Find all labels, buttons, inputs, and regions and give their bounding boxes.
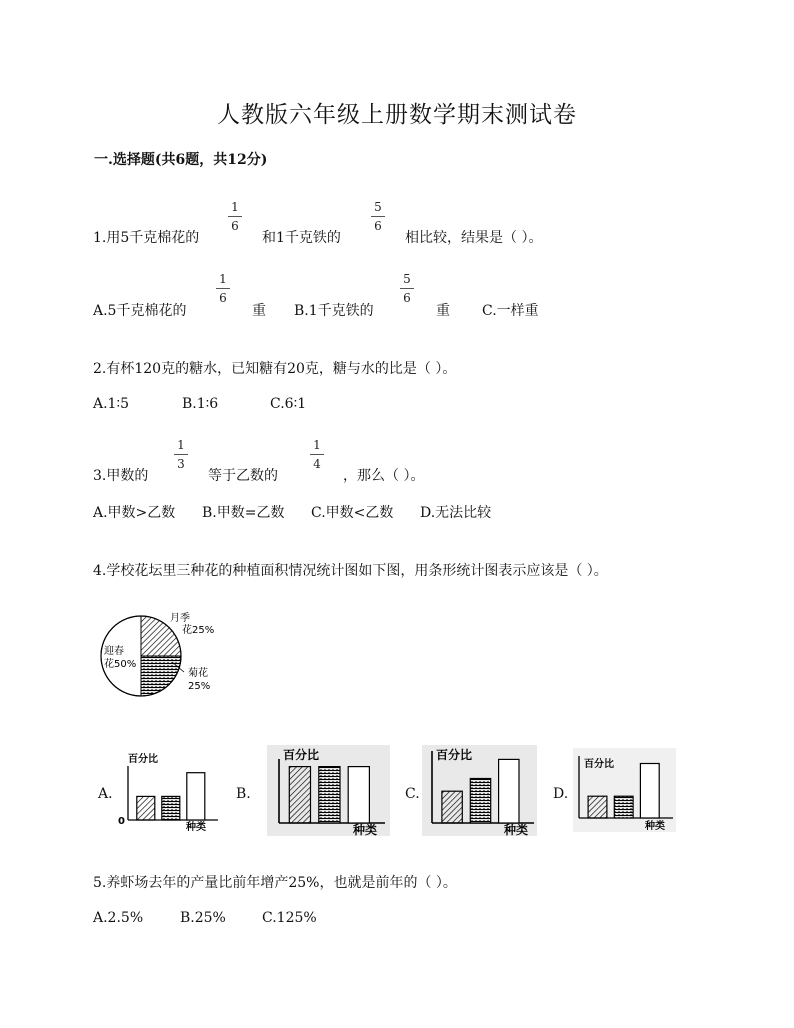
bar-a-ylabel: 百分比: [128, 754, 158, 765]
bar-d-xlabel: 种类: [645, 821, 665, 832]
q1-text-part3: 相比较，结果是（ ）。: [405, 230, 543, 246]
pie-label-yingchun-line1: 迎春: [104, 646, 124, 657]
pie-label-juhua-line2: 25%: [188, 681, 211, 692]
q3-option-c: C.甲数<乙数: [311, 505, 394, 521]
bar-a-1: [137, 796, 155, 820]
bar-d-1: [588, 796, 607, 818]
q4-text: 4.学校花坛里三种花的种植面积情况统计图如下图，用条形统计图表示应该是（ ）。: [93, 563, 608, 579]
bar-a-2: [162, 796, 180, 820]
q1-fraction-1: 1 6: [227, 200, 243, 233]
q5-option-c: C.125%: [262, 910, 317, 926]
q1-option-b-fraction: 5 6: [399, 272, 415, 305]
q3-text-part1: 3.甲数的: [93, 468, 149, 484]
bar-b-2: [319, 767, 340, 823]
q3-fraction-1: 1 3: [173, 438, 189, 471]
q1-option-a-fraction: 1 6: [215, 272, 231, 305]
q1-option-b-suffix: 重: [436, 303, 450, 319]
q1-option-a: A.5千克棉花的: [93, 303, 187, 319]
q1-fraction-2: 5 6: [370, 200, 386, 233]
q3-option-d: D.无法比较: [420, 505, 492, 521]
bar-d-2: [614, 796, 633, 818]
q4-option-a-label: A.: [98, 786, 113, 802]
q4-bar-chart-b: [267, 745, 390, 836]
q2-text: 2.有杯120克的糖水，已知糖有20克，糖与水的比是（ ）。: [93, 361, 457, 377]
q1-text-part2: 和1千克铁的: [262, 230, 341, 246]
q2-option-a: A.1∶5: [93, 396, 130, 412]
pie-label-yingchun-line2: 花50%: [104, 659, 137, 670]
bar-b-xlabel: 种类: [353, 823, 378, 836]
q3-option-b: B.甲数=乙数: [202, 505, 285, 521]
q2-option-c: C.6∶1: [270, 396, 307, 412]
q1-text-part1: 1.用5千克棉花的: [93, 230, 200, 246]
q3-text-part2: 等于乙数的: [208, 468, 278, 484]
bar-b-3: [348, 767, 369, 823]
bar-b-ylabel: 百分比: [283, 748, 320, 762]
pie-label-yueji-line2: 花25%: [182, 625, 215, 636]
pie-label-juhua-line1: 菊花: [188, 668, 208, 679]
q3-option-a: A.甲数>乙数: [93, 505, 176, 521]
q4-option-c-label: C.: [405, 786, 420, 802]
bar-c-ylabel: 百分比: [436, 748, 473, 762]
q1-option-b: B.1千克铁的: [294, 303, 374, 319]
q4-bar-chart-c: [422, 745, 537, 836]
bar-a-3: [187, 773, 205, 820]
q4-bar-chart-d: [573, 748, 676, 832]
q1-option-a-suffix: 重: [252, 303, 266, 319]
q5-option-b: B.25%: [180, 910, 226, 926]
q4-option-b-label: B.: [236, 786, 251, 802]
q1-option-c: C.一样重: [482, 303, 539, 319]
bar-d-3: [640, 764, 659, 819]
bar-a-origin: 0: [118, 816, 125, 827]
q5-text: 5.养虾场去年的产量比前年增产25%，也就是前年的（ ）。: [93, 875, 457, 891]
q3-text-part3: ，那么（ ）。: [343, 468, 425, 484]
bar-d-ylabel: 百分比: [584, 759, 614, 770]
bar-c-1: [442, 791, 462, 823]
bar-c-xlabel: 种类: [504, 823, 529, 836]
q3-fraction-2: 1 4: [309, 438, 325, 471]
q4-option-d-label: D.: [553, 786, 569, 802]
pie-label-yueji-line1: 月季: [170, 613, 190, 624]
bar-b-1: [289, 767, 310, 823]
bar-c-2: [470, 779, 490, 824]
q4-pie-chart: [98, 608, 248, 708]
q5-option-a: A.2.5%: [93, 910, 144, 926]
q4-bar-chart-a: [114, 752, 224, 832]
bar-a-xlabel: 种类: [186, 822, 206, 832]
section-heading: 一.选择题(共6题，共12分): [94, 152, 268, 168]
q2-option-b: B.1∶6: [182, 396, 219, 412]
page-title: 人教版六年级上册数学期末测试卷: [217, 102, 577, 128]
bar-c-3: [499, 759, 519, 823]
